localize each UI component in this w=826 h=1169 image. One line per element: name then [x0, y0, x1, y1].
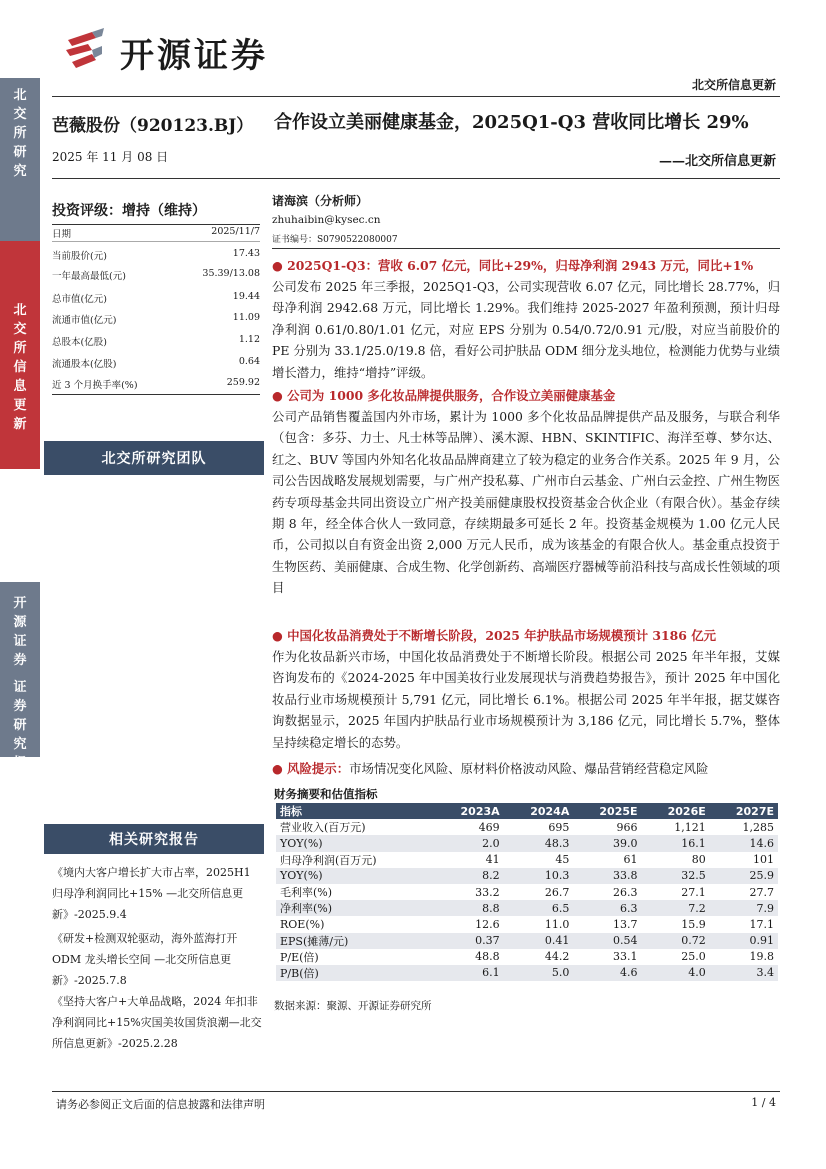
fin-table-cell: 4.0: [642, 965, 710, 981]
report-title: 合作设立美丽健康基金，2025Q1-Q3 营收同比增长 29%: [274, 112, 749, 133]
fin-table-cell: 33.8: [573, 868, 641, 884]
rating-rule: [52, 224, 260, 225]
bullet-heading-2: [272, 385, 784, 406]
fin-table-cell: 15.9: [681, 917, 706, 931]
related-report-item[interactable]: 《研发+检测双轮驱动，海外蓝海打开 ODM 龙头增长空间 —北交所信息更新》-2025.7.8: [52, 932, 238, 988]
rating-value: 35.39/13.08: [202, 268, 260, 279]
fin-table-cell: 2.0: [434, 835, 504, 851]
fin-table-header: [276, 803, 778, 819]
fin-table-cell: 26.3: [613, 885, 638, 899]
fin-table-cell: P/B(倍): [276, 965, 434, 981]
fin-table-cell: 8.8: [434, 900, 504, 916]
fin-table-cell: 33.1: [613, 950, 638, 964]
fin-table-cell: 0.54: [573, 933, 641, 949]
fin-table-cell: 27.1: [681, 885, 706, 899]
rating-key: 近 3 个月换手率(%): [52, 380, 138, 391]
rating-key: 流通股本(亿股): [52, 359, 117, 370]
section-label: 北交所信息更新: [691, 78, 776, 92]
risk-heading: 风险提示：: [287, 761, 350, 776]
fin-table-row: [276, 965, 778, 981]
rating-value: 11.09: [232, 312, 260, 323]
fin-table-cell: 6.5: [504, 900, 574, 916]
side-strip-bottom: [0, 582, 40, 790]
fin-table-cell: 营业收入(百万元): [280, 821, 366, 835]
rating-value: 2025/11/7: [211, 226, 260, 237]
side-strip-bottom-text-1: 开源证券: [13, 596, 27, 668]
side-strip-mid: [0, 241, 40, 469]
bullet-dot: ●: [272, 258, 288, 273]
fin-header-cell: 2024A: [504, 803, 574, 819]
research-team-button[interactable]: 北交所研究团队: [44, 441, 264, 475]
fin-table-cell: 966: [616, 820, 638, 834]
rating-key: 流通市值(亿元): [52, 315, 117, 326]
rating-key: 日期: [52, 229, 72, 240]
fin-table-cell: 44.2: [544, 950, 570, 964]
fin-table-cell: 27.7: [749, 885, 774, 899]
footer-rule: [52, 1091, 780, 1092]
fin-table-cell: 0.41: [504, 933, 574, 949]
fin-table-cell: 13.7: [613, 917, 638, 931]
side-strip-top-text: 北交所研究: [13, 88, 27, 179]
fin-table-cell: 39.0: [573, 835, 641, 851]
bullet-heading-3: [272, 625, 784, 646]
fin-table-cell: 1,285: [742, 820, 774, 834]
fin-table-cell: 0.72: [642, 933, 710, 949]
fin-table-cell: P/E(倍): [280, 950, 319, 964]
rating-value: 17.43: [232, 248, 260, 259]
company-logo: [62, 26, 302, 74]
fin-table-cell: 5.0: [504, 965, 574, 981]
bullet-heading-text: 2025Q1-Q3：营收 6.07 亿元，同比+29%，归母净利润 2943 万元，同比+1%: [287, 258, 754, 273]
fin-header-cell: 2027E: [710, 803, 778, 819]
report-date: 2025 年 11 月 08 日: [52, 150, 169, 164]
rating-value: 259.92: [226, 377, 260, 388]
risk-line: [272, 758, 784, 779]
fin-table-cell: 3.4: [710, 965, 778, 981]
rating-row: [52, 334, 260, 348]
risk-text: 市场情况变化风险、原材料价格波动风险、爆品营销经营稳定风险: [349, 761, 709, 776]
side-strip-bottom-text-2: 证券研究报告: [13, 680, 27, 790]
fin-table-cell: 归母净利润(百万元): [280, 853, 377, 867]
fin-table-cell: 26.7: [544, 885, 570, 899]
fin-table-cell: 7.2: [642, 900, 710, 916]
bullet-dot: ●: [272, 761, 288, 776]
fin-table-cell: YOY(%): [276, 868, 434, 884]
rating-bottom-rule: [52, 394, 260, 395]
footer-disclaimer: 请务必参阅正文后面的信息披露和法律声明: [56, 1098, 265, 1111]
fin-table-cell: EPS(摊薄/元): [276, 933, 434, 949]
fin-table-source: 数据来源：聚源、开源证券研究所: [274, 1000, 432, 1012]
fin-table-cell: 25.0: [681, 950, 706, 964]
rating-row: [52, 291, 260, 305]
fin-table-cell: 32.5: [642, 868, 710, 884]
fin-table-row: [276, 916, 778, 932]
fin-table: [276, 803, 778, 981]
logo-text: 开源证券: [120, 36, 268, 76]
bullet-body-3: 作为化妆品新兴市场，中国化妆品消费处于不断增长阶段。根据公司 2025 年半年报，艾媒咨询发布的《2024-2025 年中国美妆行业发展现状与消费趋势报告》，预计 2025 年中国化妆品行业市场规模预计 5,791 亿元，同比增长 6.1%。根据公司 2025 年半年报，据艾媒咨询数据显示，2025 年国内护肤品行业市场规模预计为 3,186 亿元，同比增长 5.7%，整体呈持续稳定增长的态势。: [272, 649, 780, 750]
fin-table-cell: 695: [548, 820, 570, 834]
fin-table-cell: 毛利率(%): [280, 886, 333, 900]
bullet-body-2: 公司产品销售覆盖国内外市场，累计为 1000 多个化妆品品牌提供产品及服务，与联合利华（包含：多芬、力士、凡士林等品牌）、溪木源、HBN、SKINTIFIC、海洋至尊、梦尔达、红之、BUV 等国内外知名化妆品品牌商建立了较为稳定的业务合作关系。2025 年 9 月，公司公告因战略发展规划需要，与广州产投私募、广州市白云基金、广州白云金控、广州生物医药专项母基金共同出资设立广州产投美丽健康股权投资基金合伙企业（有限合伙）。基金存续期 8 年，经全体合伙人一致同意，存续期最多可延长 2 年。投资基金规模为 1.00 亿元人民币，公司拟以自有资金出资 2,000 万元人民币，成为该基金的有限合伙人。基金重点投资于生物医药、美丽健康、合成生物、化学创新药、高端医疗器械等前沿科技与高成长性领域的项目: [272, 409, 781, 596]
fin-table-row: [276, 868, 778, 884]
analyst-cert: 证书编号：S0790522080007: [272, 235, 398, 245]
fin-table-cell: 33.2: [475, 885, 500, 899]
fin-header-cell: 2023A: [434, 803, 504, 819]
bullet-heading-text: 公司为 1000 多化妆品牌提供服务，合作设立美丽健康基金: [287, 388, 616, 403]
fin-table-cell: 11.0: [544, 917, 570, 931]
rating-value: 1.12: [238, 334, 260, 345]
fin-table-cell: 25.9: [710, 868, 778, 884]
fin-table-cell: 48.8: [475, 950, 500, 964]
fin-table-cell: 41: [485, 853, 500, 867]
fin-table-cell: 12.6: [475, 917, 500, 931]
analyst-name: 诸海滨（分析师）: [272, 194, 369, 208]
related-report-item[interactable]: 《坚持大客户+大单品战略，2024 年扣非净利润同比+15%灾国美妆国货浪潮—北交所信息更新》-2025.2.28: [52, 995, 262, 1051]
fin-table-cell: 8.2: [434, 868, 504, 884]
fin-table-cell: 469: [478, 820, 500, 834]
bullet-body-1: 公司发布 2025 年三季报，2025Q1-Q3，公司实现营收 6.07 亿元，同比增长 28.77%，归母净利润 2942.68 万元，同比增长 1.29%。我们维持 2025-2027 年盈利预测，预计归母净利润 0.61/0.80/1.01 亿元，对应 EPS 分别为 0.54/0.72/0.91 元/股，对应当前股价的 PE 分别为 33.1/25.0/19.8 倍，看好公司护肤品 ODM 细分龙头地位，检测能力优势与业绩增长潜力，维持“增持”评级。: [272, 279, 780, 380]
fin-table-row: [276, 949, 778, 965]
fin-table-cell: 80: [691, 853, 706, 867]
logo-icon: [62, 26, 110, 74]
fin-table-cell: 101: [753, 853, 774, 867]
fin-table-cell: 16.1: [642, 835, 710, 851]
fin-table-cell: 14.6: [710, 835, 778, 851]
fin-table-row: [276, 900, 778, 916]
analyst-email[interactable]: zhuhaibin@kysec.cn: [272, 214, 381, 226]
rating-row: [52, 356, 260, 370]
fin-table-cell: YOY(%): [276, 835, 434, 851]
rating-key: 当前股价(元): [52, 251, 107, 262]
related-reports-heading: 相关研究报告: [44, 824, 264, 854]
rating-value: 0.64: [238, 356, 260, 367]
side-strip-mid-text: 北交所信息更新: [13, 303, 27, 432]
fin-table-cell: 6.1: [434, 965, 504, 981]
rating-divider: [52, 241, 260, 242]
bullet-dot: ●: [272, 628, 288, 643]
fin-header-cell: 2026E: [642, 803, 710, 819]
side-strip-top: [0, 78, 40, 241]
title-rule: [52, 178, 780, 179]
fin-header-cell: 指标: [276, 803, 434, 819]
rating-label: 投资评级：增持（维持）: [52, 203, 206, 219]
header-rule: [52, 96, 780, 97]
fin-table-row: [276, 819, 778, 835]
fin-table-cell: 1,121: [674, 820, 706, 834]
analyst-rule: [272, 248, 780, 249]
fin-table-cell: 净利率(%): [276, 900, 434, 916]
fin-table-cell: 10.3: [504, 868, 574, 884]
bullet-heading-text: 中国化妆品消费处于不断增长阶段，2025 年护肤品市场规模预计 3186 亿元: [287, 628, 716, 643]
company-name: 芭薇股份（920123.BJ）: [52, 116, 254, 136]
fin-table-cell: 7.9: [710, 900, 778, 916]
rating-value: 19.44: [232, 291, 260, 302]
fin-table-cell: 0.37: [434, 933, 504, 949]
fin-table-cell: 61: [623, 853, 638, 867]
rating-key: 总股本(亿股): [52, 337, 107, 348]
fin-table-cell: 19.8: [749, 950, 774, 964]
fin-table-cell: 6.3: [573, 900, 641, 916]
fin-table-cell: 0.91: [710, 933, 778, 949]
fin-table-cell: 48.3: [504, 835, 574, 851]
report-subtitle: ——北交所信息更新: [658, 154, 776, 169]
fin-table-cell: 17.1: [749, 917, 774, 931]
rating-row: [52, 377, 260, 391]
rating-row: [52, 312, 260, 326]
bullet-heading-1: [272, 255, 784, 276]
fin-table-row: [276, 852, 778, 868]
page-number: 1 / 4: [751, 1096, 776, 1109]
bullet-dot: ●: [272, 388, 288, 403]
fin-table-row: [276, 835, 778, 851]
fin-table-row: [276, 933, 778, 949]
rating-row: [52, 268, 260, 282]
fin-table-cell: 4.6: [573, 965, 641, 981]
fin-table-caption: 财务摘要和估值指标: [274, 787, 378, 801]
rating-key: 一年最高最低(元): [52, 271, 126, 282]
rating-row: [52, 226, 260, 240]
rating-key: 总市值(亿元): [52, 294, 107, 305]
related-report-item[interactable]: 《境内大客户增长扩大市占率，2025H1 归母净利润同比+15% —北交所信息更新》-2025.9.4: [52, 866, 251, 922]
fin-table-row: [276, 884, 778, 900]
rating-row: [52, 248, 260, 262]
fin-table-cell: 45: [555, 853, 570, 867]
fin-table-cell: ROE(%): [280, 917, 325, 931]
fin-header-cell: 2025E: [573, 803, 641, 819]
